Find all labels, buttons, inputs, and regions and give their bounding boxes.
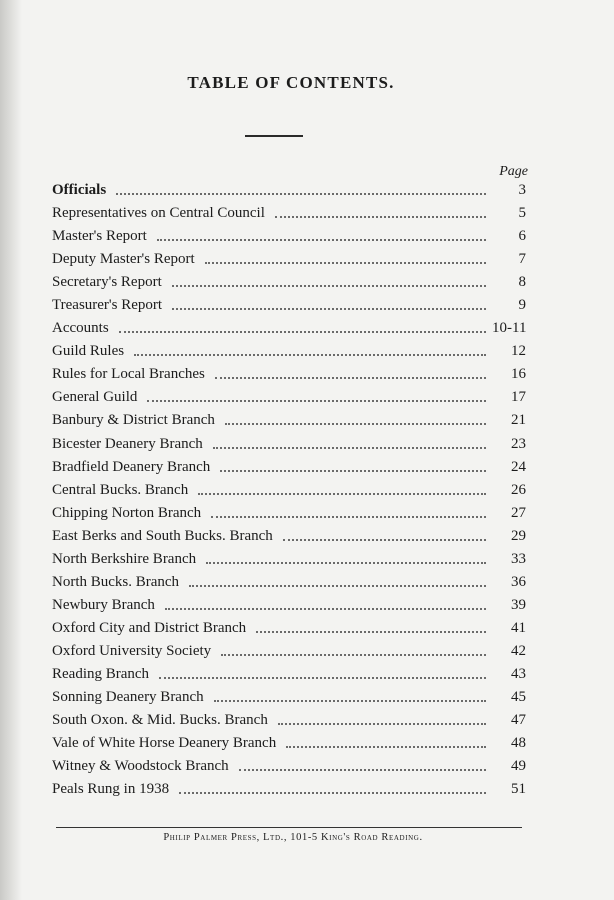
toc-entry-page: 8: [518, 274, 526, 291]
title-divider: [245, 135, 303, 137]
toc-entry-title: Secretary's Report: [52, 274, 162, 291]
toc-entry-page: 51: [511, 781, 526, 798]
toc-dot-leader: [116, 193, 486, 195]
toc-entry-page: 24: [511, 458, 526, 475]
toc-entry-page: 3: [518, 182, 526, 199]
toc-entry: [52, 363, 526, 386]
toc-entry-title: Newbury Branch: [52, 596, 155, 613]
toc-dot-leader: [215, 377, 486, 379]
toc-entry-title: Banbury & District Branch: [52, 412, 215, 429]
toc-entry: [52, 202, 526, 225]
toc-entry: [52, 755, 526, 778]
footer-divider: [56, 827, 522, 828]
toc-dot-leader: [157, 239, 486, 241]
toc-entry: [52, 294, 526, 317]
toc-entry: [52, 479, 526, 502]
toc-entry: [52, 225, 526, 248]
toc-entry-title: Treasurer's Report: [52, 297, 163, 314]
toc-entry: [52, 640, 526, 663]
toc-entry-title: Reading Branch: [52, 666, 150, 682]
toc-entry: [52, 502, 526, 525]
toc-dot-leader: [172, 285, 486, 287]
toc-entry-page: 12: [511, 343, 526, 360]
toc-entry: [52, 663, 526, 686]
toc-entry: [52, 617, 526, 640]
toc-entry: [52, 548, 526, 571]
toc-entry: [52, 686, 526, 709]
toc-dot-leader: [220, 470, 486, 472]
toc-entry: [52, 179, 526, 202]
toc-entry: [52, 409, 526, 432]
toc-dot-leader: [189, 585, 486, 587]
toc-dot-leader: [278, 723, 486, 725]
toc-entry-page: 5: [518, 205, 526, 222]
toc-dot-leader: [159, 677, 486, 679]
toc-entry-title: Guild Rules: [52, 343, 125, 360]
toc-entry-title: Officials: [52, 182, 107, 199]
toc-entry-page: 7: [518, 251, 526, 268]
toc-dot-leader: [206, 562, 486, 564]
toc-dot-leader: [165, 608, 486, 610]
toc-entry-title: General Guild: [52, 389, 138, 406]
toc-entry-page: 33: [511, 550, 526, 567]
toc-entry-title: North Berkshire Branch: [52, 550, 197, 567]
toc-entry-title: Vale of White Horse Deanery Branch: [52, 735, 277, 752]
toc-entry-title: Bradfield Deanery Branch: [52, 458, 211, 475]
toc-entry-page: 27: [511, 504, 526, 521]
toc-entry-page: 17: [511, 389, 526, 406]
page-title: TABLE OF CONTENTS.: [187, 73, 395, 92]
toc-entry-page: 39: [511, 596, 526, 613]
toc-entry: [52, 433, 526, 456]
toc-dot-leader: [239, 769, 486, 771]
toc-dot-leader: [205, 262, 486, 264]
toc-entry-title: Chipping Norton Branch: [52, 504, 202, 521]
toc-dot-leader: [119, 331, 486, 333]
toc-entry-title: East Berks and South Bucks. Branch: [52, 527, 273, 544]
toc-entry-page: 10-11: [492, 320, 527, 337]
toc-entry-title: Accounts: [52, 320, 109, 337]
toc-entry: [52, 317, 526, 340]
toc-entry-title: North Bucks. Branch: [52, 573, 180, 590]
toc-entry-page: 49: [511, 758, 526, 775]
toc-entry-title: Central Bucks. Branch: [52, 481, 189, 498]
toc-entry-title: Oxford City and District Branch: [52, 619, 247, 636]
toc-entry: [52, 571, 526, 594]
toc-dot-leader: [134, 354, 486, 356]
toc-dot-leader: [213, 447, 486, 449]
toc-entry-title: Master's Report: [52, 228, 147, 245]
toc-entry-page: 23: [511, 435, 526, 452]
toc-entry-page: 42: [511, 642, 526, 659]
toc-dot-leader: [179, 792, 486, 794]
toc-dot-leader: [211, 516, 486, 518]
toc-entry: [52, 386, 526, 409]
toc-entry-title: Peals Rung in 1938: [52, 781, 170, 798]
toc-entry: [52, 248, 526, 271]
toc-entry-page: 48: [511, 735, 526, 752]
toc-entry: [52, 594, 526, 617]
toc-dot-leader: [286, 746, 486, 748]
toc-dot-leader: [198, 493, 486, 495]
toc-entry-page: 29: [511, 527, 526, 544]
toc-entry: [52, 525, 526, 548]
toc-entry-page: 26: [511, 481, 526, 498]
toc-entry-page: 21: [511, 412, 526, 429]
toc-entry-title: Sonning Deanery Branch: [52, 689, 204, 706]
toc-entry-title: Oxford University Society: [52, 642, 212, 659]
toc-entry-title: Bicester Deanery Branch: [52, 435, 203, 452]
toc-entry: [52, 709, 526, 732]
toc-entry-title: South Oxon. & Mid. Bucks. Branch: [52, 712, 268, 729]
toc-entry-page: 16: [511, 366, 526, 383]
toc-dot-leader: [256, 631, 486, 633]
toc-entry-page: 6: [518, 228, 526, 245]
toc-dot-leader: [221, 654, 486, 656]
toc-entry-page: 41: [511, 619, 526, 636]
toc-entry-page: 36: [511, 573, 526, 590]
toc-entry: [52, 732, 526, 755]
toc-entry-title: Witney & Woodstock Branch: [52, 758, 229, 775]
toc-entry: [52, 456, 526, 479]
page-column-heading: Page: [499, 164, 528, 179]
toc-entry-page: 47: [511, 712, 526, 729]
toc-dot-leader: [172, 308, 486, 310]
toc-entry-page: 45: [511, 689, 526, 706]
toc-entry-title: Deputy Master's Report: [52, 251, 195, 268]
toc-dot-leader: [225, 423, 486, 425]
toc-entry: [52, 340, 526, 363]
toc-entry-title: Rules for Local Branches: [52, 366, 205, 383]
table-of-contents: [52, 179, 526, 801]
toc-entry-page: 9: [518, 297, 526, 314]
toc-entry: [52, 778, 526, 801]
toc-entry-title: Representatives on Central Council: [52, 205, 265, 222]
toc-entry-page: 43: [511, 666, 526, 682]
toc-dot-leader: [147, 400, 486, 402]
toc-dot-leader: [275, 216, 486, 218]
toc-dot-leader: [214, 700, 486, 702]
toc-entry: [52, 271, 526, 294]
printer-imprint: Philip Palmer Press, Ltd., 101-5 King's Road Reading.: [163, 832, 423, 843]
toc-dot-leader: [283, 539, 486, 541]
